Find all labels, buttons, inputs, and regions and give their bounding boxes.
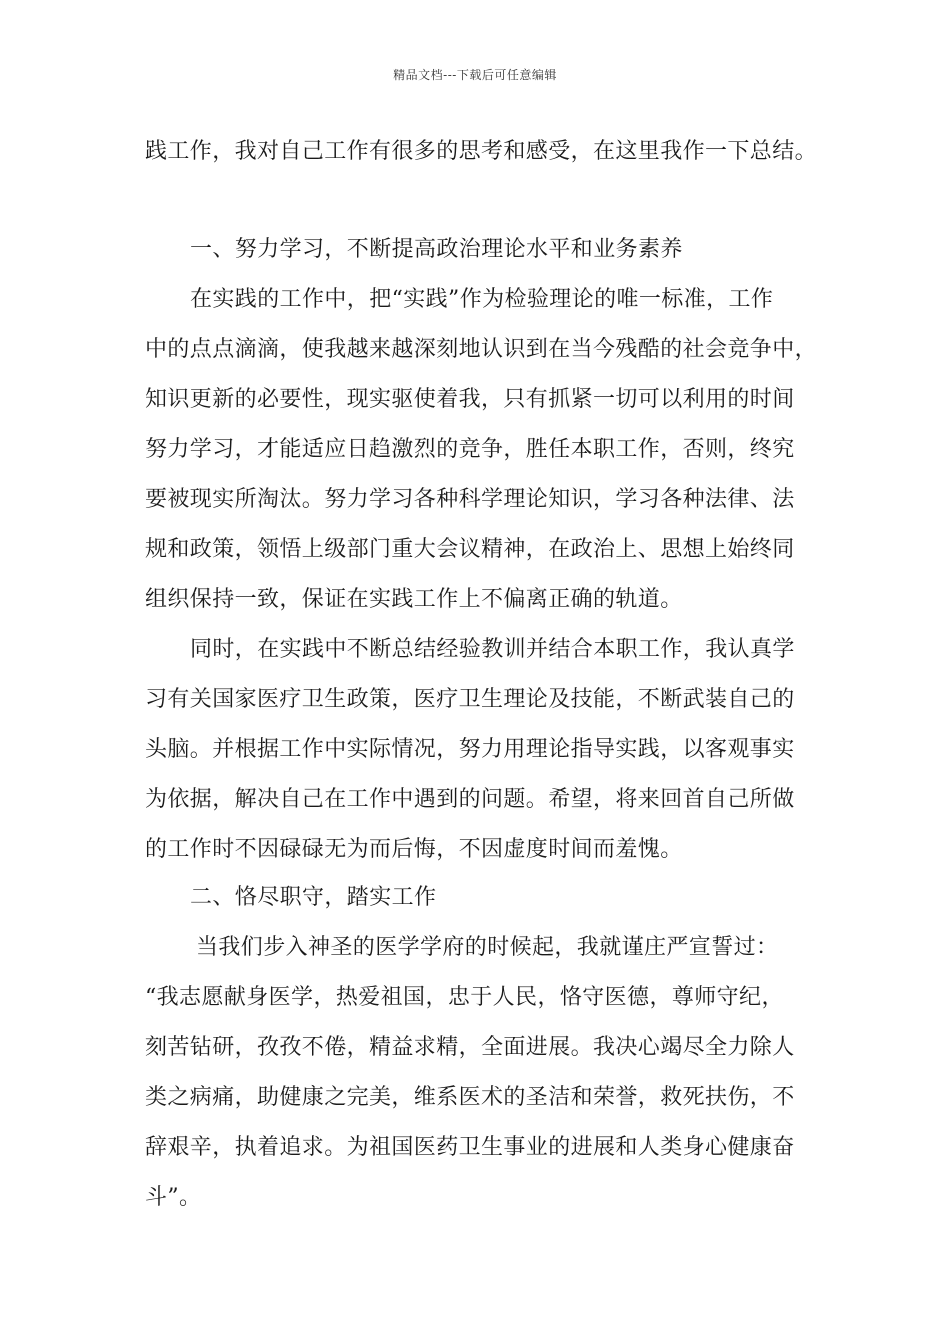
paragraph-line: 当我们步入神圣的医学学府的时候起，我就谨庄严宣誓过： xyxy=(196,935,779,960)
section-heading-1: 一、努力学习，不断提高政治理论水平和业务素养 xyxy=(190,237,683,262)
paragraph-line: 践工作，我对自己工作有很多的思考和感受，在这里我作一下总结。 xyxy=(145,139,818,164)
paragraph-line: 要被现实所淘汰。努力学习各种科学理论知识，学习各种法律、法 xyxy=(145,487,795,512)
page-header: 精品文档---下载后可任意编辑 xyxy=(393,68,557,82)
paragraph-line: 的工作时不因碌碌无为而后悔，不因虚度时间而羞愧。 xyxy=(145,837,683,862)
paragraph-line: 斗”。 xyxy=(145,1185,202,1210)
paragraph-line: 辞艰辛，执着追求。为祖国医药卫生事业的进展和人类身心健康奋 xyxy=(145,1135,795,1160)
paragraph-line: 努力学习，才能适应日趋激烈的竞争，胜任本职工作，否则，终究 xyxy=(145,437,795,462)
paragraph-line: 头脑。并根据工作中实际情况，努力用理论指导实践，以客观事实 xyxy=(145,737,795,762)
paragraph-line: 中的点点滴滴，使我越来越深刻地认识到在当今残酷的社会竞争中， xyxy=(145,337,818,362)
paragraph-line: 同时，在实践中不断总结经验教训并结合本职工作，我认真学 xyxy=(190,637,795,662)
paragraph-line: 规和政策，领悟上级部门重大会议精神，在政治上、思想上始终同 xyxy=(145,537,795,562)
paragraph-line: 刻苦钻研，孜孜不倦，精益求精，全面进展。我决心竭尽全力除人 xyxy=(145,1035,795,1060)
paragraph-line: 为依据，解决自己在工作中遇到的问题。希望，将来回首自己所做 xyxy=(145,787,795,812)
paragraph-line: “我志愿献身医学，热爱祖国，忠于人民，恪守医德，尊师守纪， xyxy=(145,985,784,1010)
paragraph-line: 类之病痛，助健康之完美，维系医术的圣洁和荣誉，救死扶伤，不 xyxy=(145,1085,795,1110)
section-heading-2: 二、恪尽职守，踏实工作 xyxy=(190,885,437,910)
paragraph-line: 知识更新的必要性，现实驱使着我，只有抓紧一切可以利用的时间 xyxy=(145,387,795,412)
paragraph-line: 习有关国家医疗卫生政策，医疗卫生理论及技能，不断武装自己的 xyxy=(145,687,795,712)
paragraph-line: 在实践的工作中，把“实践”作为检验理论的唯一标准，工作 xyxy=(190,287,774,312)
paragraph-line: 组织保持一致，保证在实践工作上不偏离正确的轨道。 xyxy=(145,587,683,612)
